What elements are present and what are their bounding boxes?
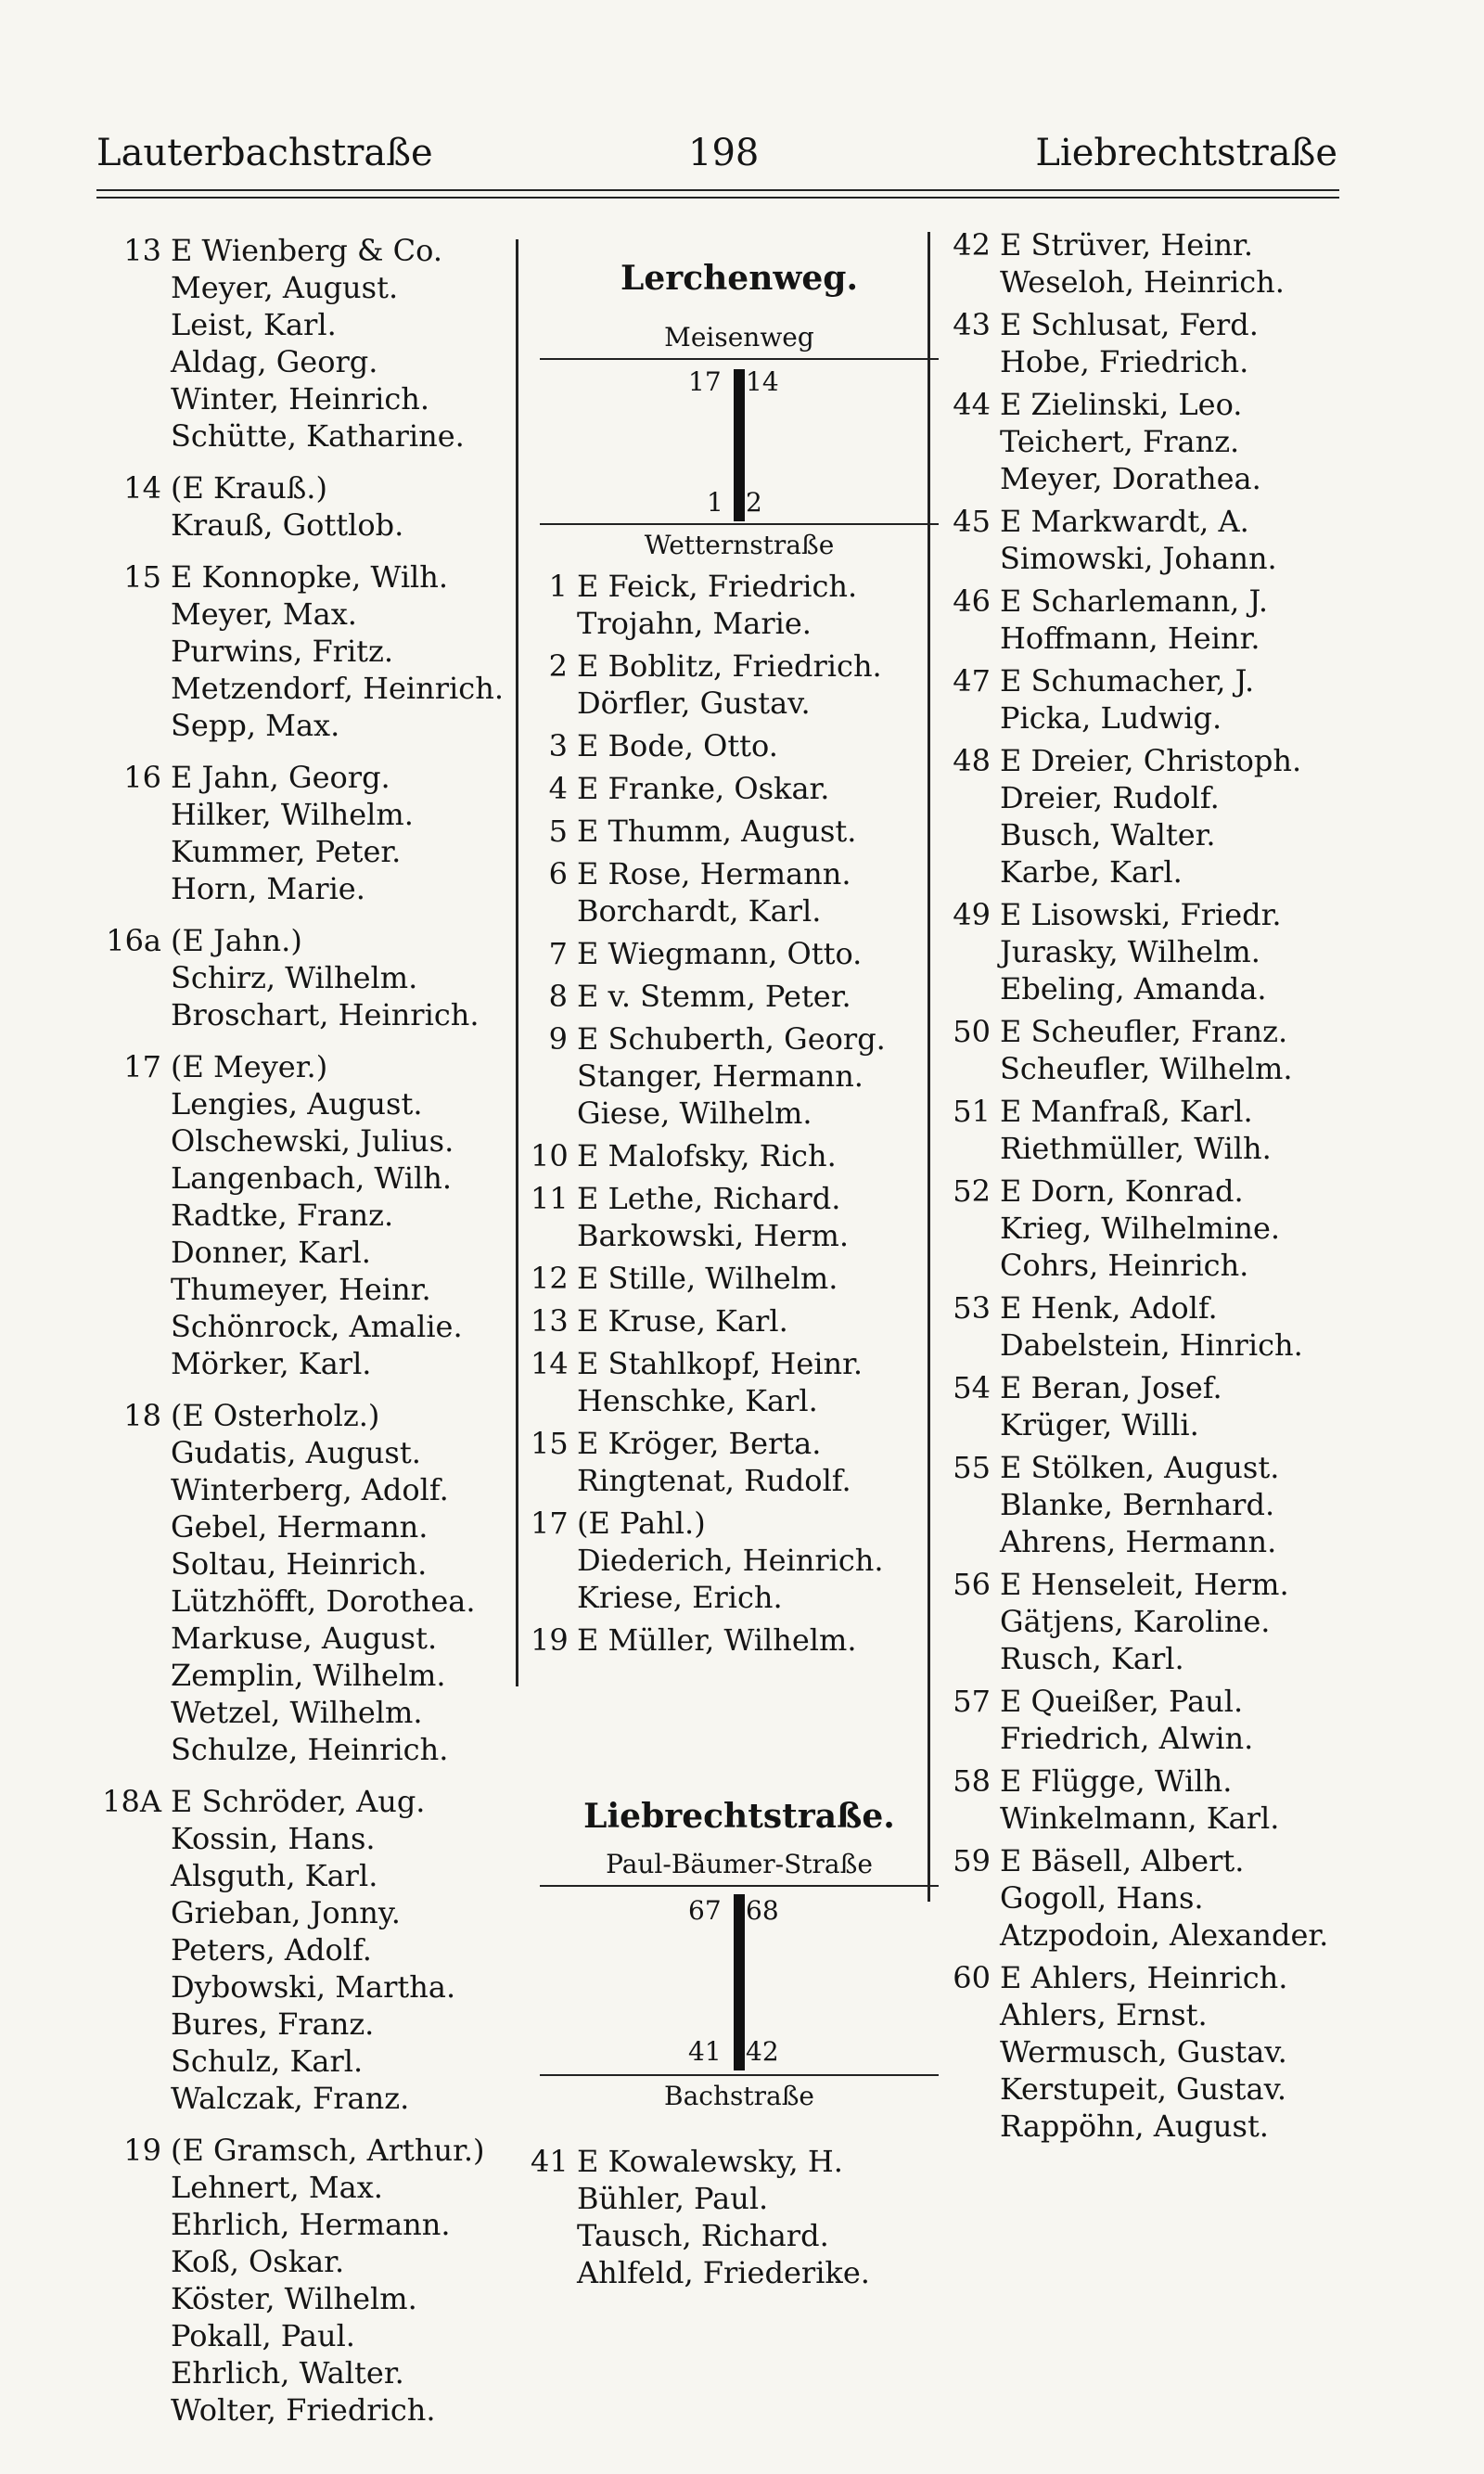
house-number: 4 (548, 771, 568, 806)
resident-name: Giese, Wilhelm. (577, 1096, 812, 1131)
resident-name: Purwins, Fritz. (171, 634, 394, 669)
resident-name-primary: E Rose, Hermann. (577, 856, 851, 891)
resident-name: Ahlers, Ernst. (1000, 1997, 1208, 2032)
directory-entry (93, 759, 529, 907)
resident-name: Dreier, Rudolf. (1000, 780, 1220, 815)
resident-name-primary: E Kruse, Karl. (577, 1303, 788, 1339)
resident-name: Friedrich, Alwin. (1000, 1721, 1254, 1756)
resident-name: Blanke, Bernhard. (1000, 1487, 1275, 1522)
directory-entry (937, 896, 1391, 1007)
resident-name: Olschewski, Julius. (171, 1123, 454, 1159)
resident-name-primary: (E Gramsch, Arthur.) (171, 2133, 485, 2168)
resident-name: Hoffmann, Heinr. (1000, 621, 1260, 656)
resident-name: Grieban, Jonny. (171, 1895, 401, 1930)
house-number: 1 (548, 569, 568, 604)
resident-name: Alsguth, Karl. (171, 1858, 378, 1893)
diagram-num-top-left: 17 (688, 366, 722, 397)
resident-name-primary: E Konnopke, Wilh. (171, 559, 449, 595)
diagram-num-top-right: 68 (746, 1895, 779, 1926)
directory-entry (93, 1783, 529, 2117)
resident-name: Ehrlich, Walter. (171, 2355, 404, 2391)
diagram-street-bar (734, 1894, 745, 2070)
resident-name-primary: E Feick, Friedrich. (577, 569, 858, 604)
directory-entry (937, 1566, 1391, 1677)
resident-name: Schulze, Heinrich. (171, 1732, 449, 1767)
resident-name: Ahlfeld, Friederike. (577, 2255, 870, 2290)
resident-name-primary: E Dorn, Konrad. (1000, 1173, 1244, 1209)
diagram-bottom-street: Wetternstraße (644, 530, 835, 560)
house-number: 8 (548, 979, 568, 1014)
resident-name-primary: E Schlusat, Ferd. (1000, 307, 1259, 342)
street-title-lerchenweg: Lerchenweg. (620, 259, 858, 298)
diagram-top-rule (540, 1885, 939, 1887)
resident-name: Meyer, Max. (171, 596, 357, 632)
house-number: 48 (953, 743, 991, 778)
diagram-top-street: Meisenweg (664, 322, 814, 353)
resident-name-primary: E Lethe, Richard. (577, 1181, 841, 1216)
house-number: 54 (953, 1370, 991, 1405)
house-number: 52 (953, 1173, 991, 1209)
resident-name-primary: E Stille, Wilhelm. (577, 1261, 838, 1296)
resident-name: Bühler, Paul. (577, 2181, 769, 2216)
house-number: 10 (531, 1138, 569, 1173)
directory-entry (937, 1763, 1391, 1837)
diagram-street-bar (734, 369, 745, 521)
resident-name: Tausch, Richard. (577, 2218, 829, 2253)
resident-name: Gudatis, August. (171, 1435, 421, 1470)
resident-name-primary: E Queißer, Paul. (1000, 1684, 1244, 1719)
resident-name: Wetzel, Wilhelm. (171, 1695, 423, 1730)
resident-name-primary: E Malofsky, Rich. (577, 1138, 837, 1173)
resident-name-primary: E Schröder, Aug. (171, 1784, 426, 1819)
house-number: 55 (953, 1450, 991, 1485)
header-rule-double (96, 197, 1339, 199)
resident-name: Ebeling, Amanda. (1000, 971, 1267, 1006)
house-number: 5 (548, 814, 568, 849)
resident-name: Zemplin, Wilhelm. (171, 1658, 446, 1693)
resident-name: Krauß, Gottlob. (171, 507, 404, 543)
resident-name: Krieg, Wilhelmine. (1000, 1211, 1281, 1246)
directory-entry (937, 1842, 1391, 1954)
directory-entry (93, 922, 529, 1033)
resident-name: Aldag, Georg. (171, 344, 378, 379)
house-number: 17 (531, 1506, 569, 1541)
directory-entry (937, 662, 1391, 737)
resident-name-primary: E Kowalewsky, H. (577, 2144, 843, 2179)
resident-name: Markuse, August. (171, 1621, 438, 1656)
resident-name: Wolter, Friedrich. (171, 2392, 436, 2428)
resident-name: Lengies, August. (171, 1086, 423, 1122)
directory-entry (937, 583, 1391, 657)
directory-entry (531, 1020, 948, 1132)
resident-name: Ehrlich, Hermann. (171, 2207, 451, 2242)
house-number: 58 (953, 1763, 991, 1799)
resident-name: Rusch, Karl. (1000, 1641, 1184, 1676)
house-number: 50 (953, 1014, 991, 1049)
resident-name-primary: (E Jahn.) (171, 923, 302, 958)
directory-entry (93, 1048, 529, 1382)
directory-entry (937, 1449, 1391, 1560)
directory-entry (93, 1397, 529, 1768)
resident-name-primary: E Flügge, Wilh. (1000, 1763, 1233, 1799)
resident-name: Simowski, Johann. (1000, 541, 1277, 576)
resident-name: Lehnert, Max. (171, 2170, 383, 2205)
directory-entry (937, 306, 1391, 380)
resident-name-primary: E Ahlers, Heinrich. (1000, 1960, 1288, 1995)
house-number: 13 (531, 1303, 569, 1339)
house-number: 46 (953, 583, 991, 619)
diagram-num-bottom-right: 2 (746, 487, 762, 518)
resident-name: Lützhöfft, Dorothea. (171, 1583, 476, 1619)
resident-name: Kerstupeit, Gustav. (1000, 2071, 1287, 2107)
diagram-top-rule (540, 358, 939, 360)
resident-name-primary: E Strüver, Heinr. (1000, 227, 1253, 263)
resident-name: Weseloh, Heinrich. (1000, 264, 1285, 300)
resident-name: Horn, Marie. (171, 871, 365, 906)
resident-name: Atzpodoin, Alexander. (1000, 1917, 1329, 1953)
resident-name: Winkelmann, Karl. (1000, 1801, 1280, 1836)
resident-name: Leist, Karl. (171, 307, 337, 342)
directory-entry (531, 568, 948, 642)
resident-name-primary: (E Osterholz.) (171, 1398, 380, 1433)
directory-entry (531, 1137, 948, 1174)
directory-entry (531, 1260, 948, 1297)
directory-entry (531, 647, 948, 722)
house-number: 12 (531, 1261, 569, 1296)
resident-name: Busch, Walter. (1000, 817, 1216, 852)
resident-name: Walczak, Franz. (171, 2081, 410, 2116)
resident-name-primary: E Stahlkopf, Heinr. (577, 1346, 864, 1381)
directory-entry (93, 232, 529, 455)
resident-name: Schulz, Karl. (171, 2044, 364, 2079)
resident-name: Langenbach, Wilh. (171, 1160, 452, 1196)
lerchenweg-entries (531, 568, 948, 1659)
resident-name-primary: E Bäsell, Albert. (1000, 1843, 1245, 1878)
resident-name-primary: E Jahn, Georg. (171, 760, 390, 795)
resident-name: Kossin, Hans. (171, 1821, 376, 1856)
directory-entry (531, 1425, 948, 1499)
street-diagram-lerchenweg (531, 308, 948, 558)
resident-name: Diederich, Heinrich. (577, 1543, 884, 1578)
resident-name: Henschke, Karl. (577, 1383, 818, 1418)
column-liebrechtstrasse (937, 226, 1391, 2150)
directory-entry (531, 1180, 948, 1254)
resident-name: Peters, Adolf. (171, 1932, 372, 1968)
page-number: 198 (688, 132, 760, 174)
resident-name: Stanger, Hermann. (577, 1058, 864, 1094)
resident-name: Trojahn, Marie. (577, 606, 812, 641)
resident-name: Dabelstein, Hinrich. (1000, 1327, 1303, 1363)
resident-name-primary: E Bode, Otto. (577, 728, 778, 763)
resident-name: Picka, Ludwig. (1000, 700, 1222, 736)
directory-entry (937, 742, 1391, 891)
directory-entry (93, 2132, 529, 2429)
street-diagram-liebrechtstrasse (531, 1846, 948, 2124)
resident-name-primary: E Scheufler, Franz. (1000, 1014, 1288, 1049)
directory-entry (531, 770, 948, 807)
house-number: 59 (953, 1843, 991, 1878)
resident-name: Winterberg, Adolf. (171, 1472, 449, 1507)
resident-name-primary: E Scharlemann, J. (1000, 583, 1269, 619)
diagram-num-top-left: 67 (688, 1895, 722, 1926)
diagram-bottom-street: Bachstraße (664, 2081, 814, 2111)
directory-entry (937, 1173, 1391, 1284)
street-title-liebrechtstrasse: Liebrechtstraße. (583, 1797, 895, 1836)
resident-name: Dörfler, Gustav. (577, 686, 811, 721)
resident-name: Metzendorf, Heinrich. (171, 671, 504, 706)
diagram-num-top-right: 14 (746, 366, 779, 397)
resident-name: Soltau, Heinrich. (171, 1546, 428, 1582)
directory-entry (93, 558, 529, 744)
directory-entry (937, 1093, 1391, 1167)
resident-name-primary: E Beran, Josef. (1000, 1370, 1222, 1405)
resident-name: Hilker, Wilhelm. (171, 797, 414, 832)
directory-entry (937, 1959, 1391, 2145)
resident-name: Wermusch, Gustav. (1000, 2034, 1287, 2070)
diagram-bottom-rule (540, 523, 939, 525)
resident-name-primary: E Wienberg & Co. (171, 233, 443, 268)
directory-entry (531, 813, 948, 850)
directory-entry (531, 978, 948, 1015)
resident-name: Bures, Franz. (171, 2006, 375, 2042)
directory-entry (937, 226, 1391, 301)
resident-name: Cohrs, Heinrich. (1000, 1248, 1249, 1283)
directory-entry (531, 1622, 948, 1659)
diagram-num-bottom-left: 1 (707, 487, 723, 518)
directory-entry (93, 469, 529, 544)
resident-name: Donner, Karl. (171, 1235, 371, 1270)
resident-name: Köster, Wilhelm. (171, 2281, 417, 2316)
resident-name: Winter, Heinrich. (171, 381, 430, 417)
house-number: 15 (123, 559, 161, 595)
resident-name: Schütte, Katharine. (171, 418, 465, 454)
resident-name: Meyer, Dorathea. (1000, 461, 1261, 496)
house-number: 13 (123, 233, 161, 268)
resident-name: Jurasky, Wilhelm. (1000, 934, 1260, 969)
house-number: 43 (953, 307, 991, 342)
directory-entry (531, 727, 948, 764)
house-number: 19 (123, 2133, 161, 2168)
resident-name-primary: E v. Stemm, Peter. (577, 979, 851, 1014)
resident-name: Kummer, Peter. (171, 834, 402, 869)
resident-name-primary: E Stölken, August. (1000, 1450, 1280, 1485)
directory-entry (531, 2143, 948, 2291)
resident-name: Schönrock, Amalie. (171, 1309, 463, 1344)
resident-name-primary: (E Meyer.) (171, 1049, 328, 1084)
resident-name-primary: E Schumacher, J. (1000, 663, 1255, 699)
resident-name: Gätjens, Karoline. (1000, 1604, 1271, 1639)
house-number: 47 (953, 663, 991, 699)
house-number: 57 (953, 1684, 991, 1719)
directory-entry (531, 935, 948, 972)
house-number: 60 (953, 1960, 991, 1995)
house-number: 45 (953, 504, 991, 539)
house-number: 42 (953, 227, 991, 263)
resident-name-primary: E Markwardt, A. (1000, 504, 1249, 539)
resident-name: Schirz, Wilhelm. (171, 960, 418, 995)
diagram-bottom-rule (540, 2074, 939, 2076)
resident-name: Koß, Oskar. (171, 2244, 345, 2279)
house-number: 53 (953, 1290, 991, 1326)
directory-entry (531, 1505, 948, 1616)
resident-name: Hobe, Friedrich. (1000, 344, 1249, 379)
house-number: 2 (548, 648, 568, 684)
resident-name: Scheufler, Wilhelm. (1000, 1051, 1293, 1086)
house-number: 15 (531, 1426, 569, 1461)
resident-name: Karbe, Karl. (1000, 854, 1183, 890)
resident-name: Meyer, August. (171, 270, 399, 305)
resident-name-primary: (E Pahl.) (577, 1506, 706, 1541)
house-number: 7 (548, 936, 568, 971)
house-number: 6 (548, 856, 568, 891)
resident-name: Krüger, Willi. (1000, 1407, 1199, 1442)
house-number: 17 (123, 1049, 161, 1084)
resident-name: Sepp, Max. (171, 708, 340, 743)
house-number: 3 (548, 728, 568, 763)
directory-entry (531, 855, 948, 929)
resident-name: Dybowski, Martha. (171, 1969, 456, 2005)
resident-name: Rappöhn, August. (1000, 2109, 1269, 2144)
house-number: 18A (102, 1784, 161, 1819)
diagram-num-bottom-left: 41 (688, 2036, 722, 2067)
resident-name: Radtke, Franz. (171, 1198, 394, 1233)
house-number: 9 (548, 1021, 568, 1057)
resident-name-primary: E Boblitz, Friedrich. (577, 648, 882, 684)
resident-name: Borchardt, Karl. (577, 893, 822, 929)
diagram-num-bottom-right: 42 (746, 2036, 779, 2067)
house-number: 11 (531, 1181, 569, 1216)
house-number: 16a (106, 923, 161, 958)
resident-name-primary: E Thumm, August. (577, 814, 857, 849)
resident-name-primary: E Manfraß, Karl. (1000, 1094, 1253, 1129)
house-number: 14 (531, 1346, 569, 1381)
resident-name-primary: E Müller, Wilhelm. (577, 1622, 857, 1658)
directory-entry (937, 503, 1391, 577)
directory-entry (937, 1369, 1391, 1443)
house-number: 56 (953, 1567, 991, 1602)
column-lerchenweg (531, 232, 948, 2297)
resident-name: Ringtenat, Rudolf. (577, 1463, 851, 1498)
directory-entry (937, 1289, 1391, 1364)
house-number: 16 (123, 760, 161, 795)
house-number: 41 (531, 2144, 569, 2179)
resident-name-primary: E Schuberth, Georg. (577, 1021, 886, 1057)
resident-name: Mörker, Karl. (171, 1346, 372, 1381)
resident-name: Ahrens, Hermann. (1000, 1524, 1277, 1559)
resident-name-primary: E Wiegmann, Otto. (577, 936, 863, 971)
resident-name-primary: E Henk, Adolf. (1000, 1290, 1218, 1326)
resident-name: Thumeyer, Heinr. (171, 1272, 431, 1307)
resident-name-primary: E Dreier, Christoph. (1000, 743, 1302, 778)
header-rule (96, 189, 1339, 191)
running-head-right: Liebrechtstraße (1035, 132, 1337, 174)
resident-name-primary: E Zielinski, Leo. (1000, 387, 1243, 422)
house-number: 49 (953, 897, 991, 932)
house-number: 18 (123, 1398, 161, 1433)
house-number: 44 (953, 387, 991, 422)
resident-name-primary: (E Krauß.) (171, 470, 327, 506)
running-head-left: Lauterbachstraße (96, 132, 433, 174)
resident-name: Broschart, Heinrich. (171, 997, 480, 1032)
resident-name: Gebel, Hermann. (171, 1509, 429, 1545)
house-number: 14 (123, 470, 161, 506)
directory-entry (937, 1013, 1391, 1087)
resident-name: Riethmüller, Wilh. (1000, 1131, 1272, 1166)
resident-name-primary: E Lisowski, Friedr. (1000, 897, 1282, 932)
directory-entry (937, 1683, 1391, 1757)
resident-name: Barkowski, Herm. (577, 1218, 849, 1253)
resident-name: Gogoll, Hans. (1000, 1880, 1204, 1916)
house-number: 19 (531, 1622, 569, 1658)
directory-entry (937, 386, 1391, 497)
resident-name-primary: E Henseleit, Herm. (1000, 1567, 1289, 1602)
house-number: 51 (953, 1094, 991, 1129)
resident-name: Teichert, Franz. (1000, 424, 1240, 459)
liebrechtstrasse-entries-start (531, 2143, 948, 2291)
column-lauterbachstrasse (93, 232, 529, 2443)
diagram-top-street: Paul-Bäumer-Straße (606, 1849, 873, 1879)
resident-name-primary: E Franke, Oskar. (577, 771, 830, 806)
resident-name: Kriese, Erich. (577, 1580, 783, 1615)
resident-name-primary: E Kröger, Berta. (577, 1426, 822, 1461)
directory-entry (531, 1345, 948, 1419)
directory-entry (531, 1302, 948, 1340)
resident-name: Pokall, Paul. (171, 2318, 355, 2353)
